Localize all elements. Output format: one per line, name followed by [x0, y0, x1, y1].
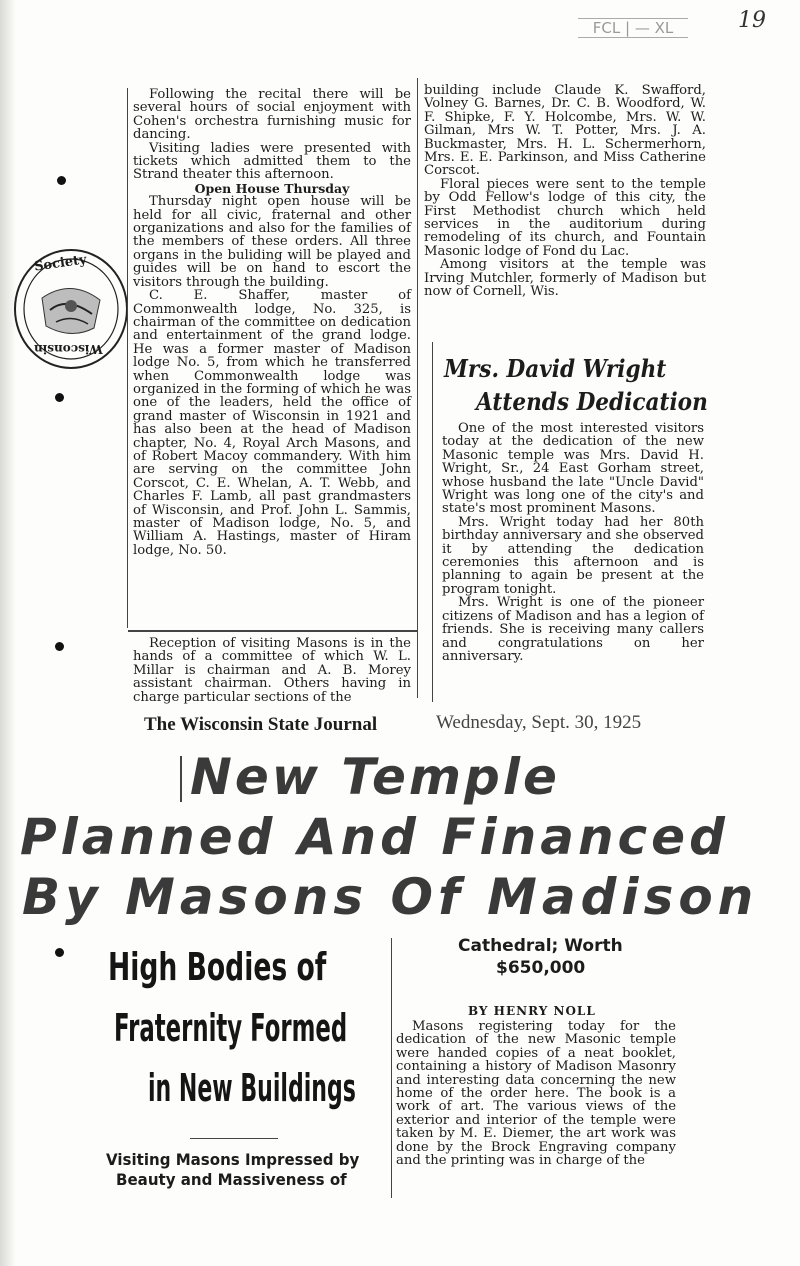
banner-left-bar [180, 756, 182, 802]
paragraph-wright-1: One of the most interested visitors today at the dedication of the new Masonic temple was Mrs. David H. Wright, Sr., 24 East Gorham street, whose husband the late "Uncle David" Wright was long one of the city's and state's most prominent Masons. [442, 421, 704, 517]
banner-line-1: New Temple [190, 748, 560, 806]
wright-headline-2: Attends Dedication [476, 387, 708, 416]
column-rule-wright [432, 342, 433, 702]
paragraph-shaffer: C. E. Shaffer, master of Commonwealth lodge, No. 325, is chairman of the committee on dedication and entertainment of the grand lodge. He was a former master of Madison lodge No. 5, from which he transferred when Commonwealth lodge was organized in the forming of which he was one of the leaders, held the office of grand master of Wisconsin in 1921 and has also been at the head of Madison chapter, No. 4, Royal Arch Masons, and of Robert Macoy commandery. With him are serving on the committee John Corscot, C. E. Whelan, A. T. Webb, and Charles F. Lamb, all past grandmasters of Wisconsin, and Prof. John L. Sammis, master of Madison lodge, No. 5, and William A. Hastings, master of Hiram lodge, No. 50. [133, 288, 411, 558]
deck-separator [190, 1138, 278, 1139]
column-rule-bottom [391, 938, 392, 1198]
paragraph-open-house: Thursday night open house will be held for all civic, fraternal and other organizations and also for the families of the members of these orders. All three organs in the buliding will be played and guides will be on hand to escort the visitors through the building. [133, 194, 411, 290]
deck-line-3: in New Buildings [148, 1066, 356, 1110]
column-rule-left [127, 88, 128, 628]
paragraph-recital: Following the recital there will be several hours of social enjoyment with Cohen's orchestra furnishing music for dancing. [133, 87, 411, 143]
binder-hole-2 [55, 393, 64, 402]
column-noll [396, 1020, 676, 1167]
subhead-open-house: Open House Thursday [194, 180, 350, 196]
paragraph-committee-names: building include Claude K. Swafford, Volney G. Barnes, Dr. C. B. Woodford, W. F. Shipke, F. Y. Holcombe, Mrs. W. W. Gilman, Mrs W. T. Potter, Mrs. J. A. Buckmaster, Mrs. H. L. Schermerhorn, Mrs. E. E. Parkinson, and Miss Catherine Corscot. [424, 83, 706, 179]
paragraph-wright-3: Mrs. Wright is one of the pioneer citizens of Madison and has a legion of friends. She is receiving many callers and congratulations on her anniversary. [442, 595, 704, 664]
right-deck-line-1: Cathedral; Worth [458, 936, 623, 956]
column-rule-middle [417, 78, 418, 698]
masthead-paper-name: The Wisconsin State Journal [144, 714, 378, 735]
paragraph-reception: Reception of visiting Masons is in the hands of a committee of which W. L. Millar is chairman and A. B. Morey assistant chairman. Others having in charge particular sections of the [133, 636, 411, 705]
paragraph-visiting-ladies: Visiting ladies were presented with tickets which admitted them to the Strand theater this afternoon. [133, 140, 411, 183]
paragraph-visitors: Among visitors at the temple was Irving Mutchler, formerly of Madison but now of Cornell, Wis. [424, 257, 706, 300]
page-number: 19 [738, 8, 766, 33]
deck-line-1: High Bodies of [108, 945, 327, 989]
column-top-left [133, 88, 411, 557]
binder-hole-4 [55, 948, 64, 957]
wright-headline-1: Mrs. David Wright [444, 354, 667, 383]
column-reception [133, 637, 411, 704]
deck-line-2: Fraternity Formed [114, 1006, 348, 1050]
deck-sub-2: Beauty and Massiveness of [116, 1170, 347, 1189]
byline: BY HENRY NOLL [468, 1004, 596, 1018]
banner-line-3: By Masons Of Madison [22, 868, 759, 926]
right-deck-line-2: $650,000 [496, 958, 586, 978]
masthead-date: Wednesday, Sept. 30, 1925 [436, 712, 642, 733]
paragraph-wright-2: Mrs. Wright today had her 80th birthday anniversary and she observed it by attending the dedication ceremonies this afternoon and is planning to again be present at the program tonight. [442, 514, 704, 597]
paragraph-floral: Floral pieces were sent to the temple by Odd Fellow's lodge of this city, the First Methodist church which held services in the auditorium during remodeling of its church, and Fountain Masonic lodge of Fond du Lac. [424, 176, 706, 259]
separator-reception [128, 630, 418, 632]
column-top-right [424, 84, 706, 299]
binder-hole-1 [57, 176, 66, 185]
page-left-edge [0, 0, 16, 1266]
column-wright [442, 422, 704, 663]
banner-line-2: Planned And Financed [20, 808, 729, 866]
seal-bottom-text: Wisconsin [34, 342, 103, 356]
paragraph-noll: Masons registering today for the dedication of the new Masonic temple were handed copies of a neat booklet, containing a history of Madison Masonry and interesting data concerning the new home of the order here. The book is a work of art. The various views of the exterior and interior of the temple were taken by M. E. Diemer, the art work was done by the Brock Engraving company and the printing was in charge of the [396, 1019, 676, 1169]
binder-hole-3 [55, 642, 64, 651]
deck-sub-1: Visiting Masons Impressed by [106, 1150, 360, 1169]
archive-stamp: FCL | — XL [578, 18, 688, 38]
seal-top-text: Society [33, 252, 88, 275]
